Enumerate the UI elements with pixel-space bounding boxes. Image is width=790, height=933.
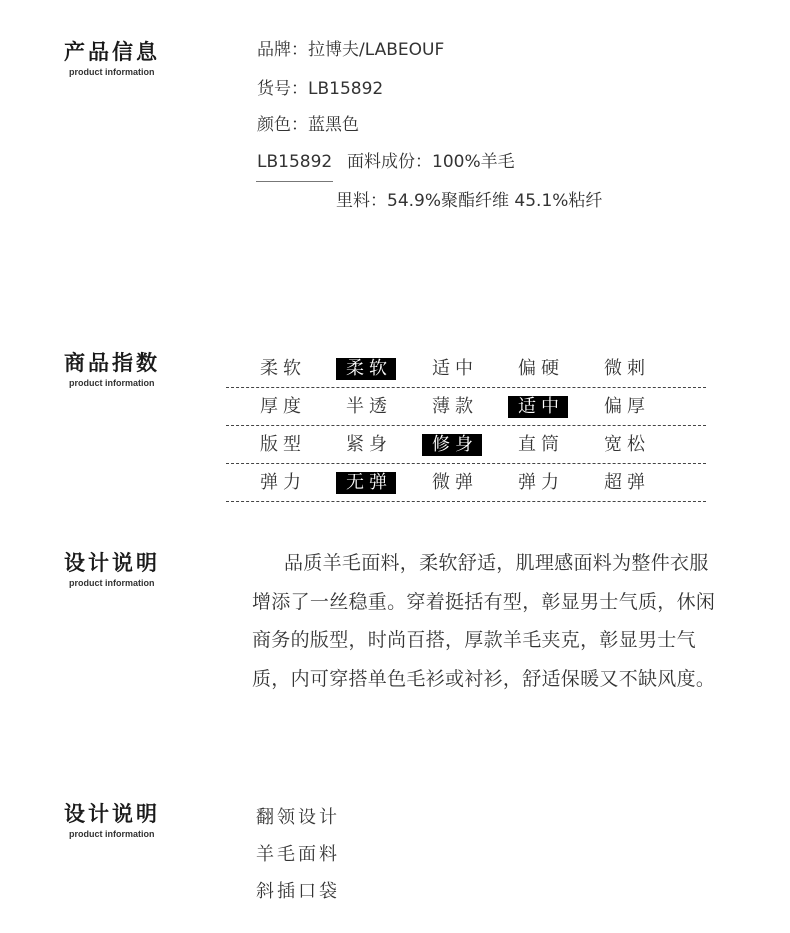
description-first-line: 品质羊毛面料，柔软舒适，肌理感面料为整件 — [284, 552, 671, 574]
feature-item: 翻领设计 — [256, 807, 340, 828]
section-title: 商品指数 — [64, 351, 160, 375]
index-option: 紧身 — [346, 434, 392, 455]
design-heading — [64, 550, 160, 588]
item-number-line: 货号：LB15892 — [257, 79, 384, 99]
product-info-heading — [64, 39, 160, 77]
lining-line: 里料：54.9%聚酯纤维 45.1%粘纤 — [336, 191, 603, 211]
index-option: 微弹 — [432, 472, 478, 493]
index-row — [226, 464, 706, 502]
section-subtitle: product information — [69, 378, 155, 388]
index-option: 适中 — [432, 358, 478, 379]
section-title: 设计说明 — [64, 802, 160, 826]
index-option: 直筒 — [518, 434, 564, 455]
index-option-selected: 修身 — [422, 434, 482, 456]
section-subtitle: product information — [69, 829, 155, 839]
design-description — [252, 544, 722, 698]
index-label: 厚度 — [260, 396, 306, 417]
section-title: 设计说明 — [64, 551, 160, 575]
section-subtitle: product information — [69, 67, 155, 77]
feature-item: 羊毛面料 — [256, 844, 340, 865]
index-option-selected: 无弹 — [336, 472, 396, 494]
index-option: 偏硬 — [518, 358, 564, 379]
section-subtitle: product information — [69, 578, 155, 588]
brand-line: 品牌：拉博夫/LABEOUF — [257, 40, 445, 60]
index-row — [226, 426, 706, 464]
index-label: 版型 — [260, 434, 306, 455]
index-option: 偏厚 — [604, 396, 650, 417]
feature-item: 斜插口袋 — [256, 881, 340, 902]
description-rest: 衣服增添了一丝稳重。穿着挺括有型，彰显男士气质，休闲商务的版型，时尚百搭，厚款羊毛夹克，彰显男士气质，内可穿搭单色毛衫或衬衫，舒适保暖又不缺风度。 — [252, 552, 716, 690]
index-option: 微刺 — [604, 358, 650, 379]
index-option: 宽松 — [604, 434, 650, 455]
index-option: 超弹 — [604, 472, 650, 493]
index-option: 薄款 — [432, 396, 478, 417]
color-line: 颜色：蓝黑色 — [257, 115, 359, 135]
index-row — [226, 350, 706, 388]
index-option: 弹力 — [518, 472, 564, 493]
index-label: 弹力 — [260, 472, 306, 493]
index-option-selected: 柔软 — [336, 358, 396, 380]
indices-table — [226, 350, 706, 502]
index-row — [226, 388, 706, 426]
index-label: 柔软 — [260, 358, 306, 379]
section-title: 产品信息 — [64, 40, 160, 64]
code-underline — [256, 181, 333, 182]
indices-heading — [64, 350, 160, 388]
features-heading — [64, 801, 160, 839]
index-option-selected: 适中 — [508, 396, 568, 418]
fabric-line: 面料成份：100%羊毛 — [347, 152, 515, 172]
product-code: LB15892 — [257, 152, 333, 172]
index-option: 半透 — [346, 396, 392, 417]
